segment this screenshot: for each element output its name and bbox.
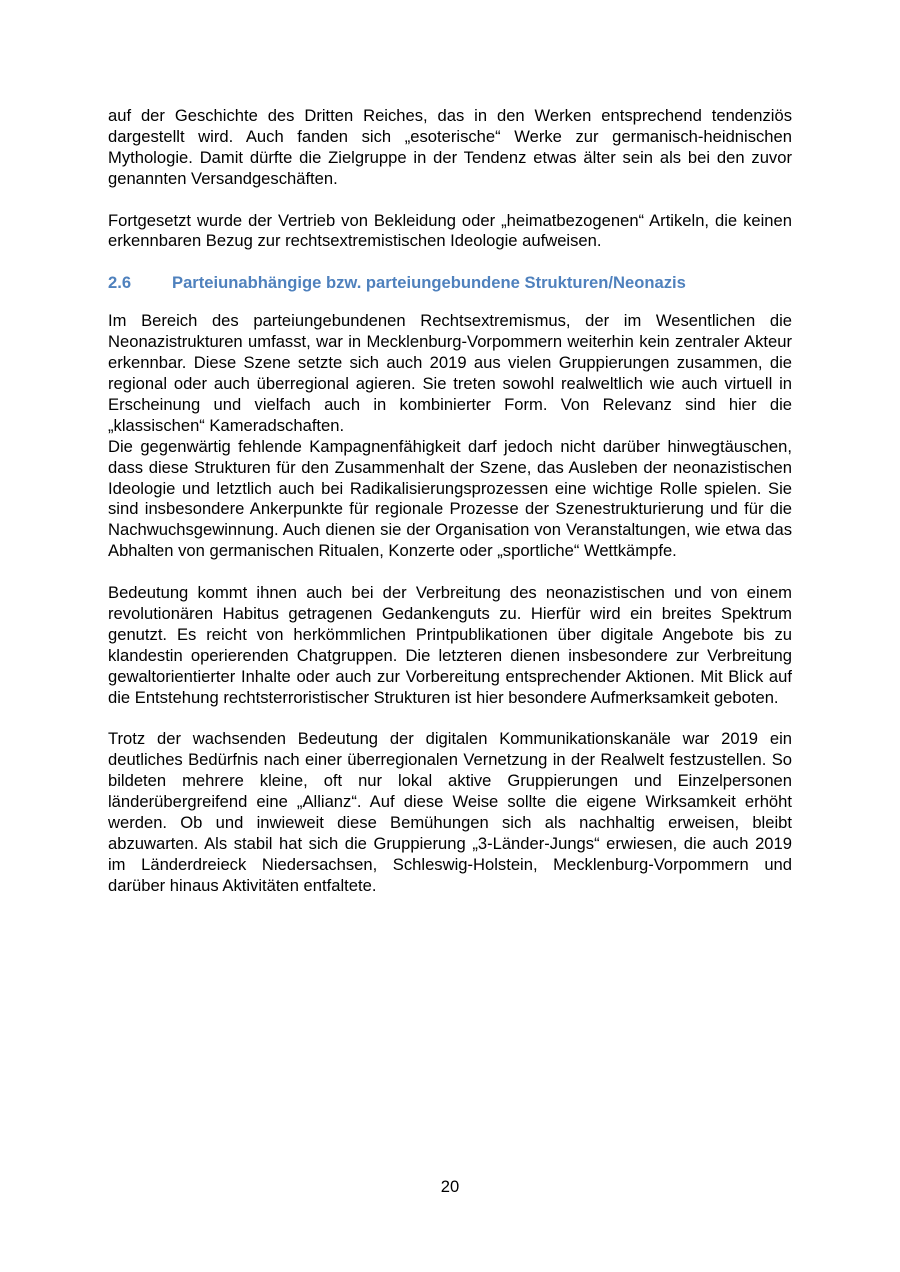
section-heading [108,272,792,293]
section-title: Parteiunabhängige bzw. parteiungebundene Strukturen/Neonazis [172,273,686,293]
page-number: 20 [440,1177,460,1196]
paragraph-dritten-reiches: auf der Geschichte des Dritten Reiches, das in den Werken entsprechend tendenziös dargestellt wird. Auch fanden sich „esoterische“ Werke zur germanisch-heidnischen Mythologie. Damit dürfte die Zielgruppe in der Tendenz etwas älter sein als bei den zuvor genannten Versandgeschäften. [108,106,792,188]
paragraph-bedeutung: Bedeutung kommt ihnen auch bei der Verbreitung des neonazistischen und von einem revolutionären Habitus getragenen Gedankenguts zu. Hierfür wird ein breites Spektrum genutzt. Es reicht von herkömmlichen Printpublikationen über digitale Angebote bis zu klandestin operierenden Chatgruppen. Die letzteren dienen insbesondere zur Verbreitung gewaltorientierter Inhalte oder auch zur Vorbereitung entsprechender Aktionen. Mit Blick auf die Entstehung rechtsterroristischer Strukturen ist hier besondere Aufmerksamkeit geboten. [108,583,792,707]
paragraph-kampagnenfaehigkeit: Die gegenwärtig fehlende Kampagnenfähigkeit darf jedoch nicht darüber hinwegtäuschen, dass diese Strukturen für den Zusammenhalt der Szene, das Ausleben der neonazistischen Ideologie und letztlich auch bei Radikalisierungsprozessen eine wichtige Rolle spielen. Sie sind insbesondere Ankerpunkte für regionale Prozesse der Szenestrukturierung und für die Nachwuchsgewinnung. Auch dienen sie der Organisation von Veranstaltungen, wie etwa das Abhalten von germanischen Ritualen, Konzerte oder „sportliche“ Wettkämpfe. [108,436,792,561]
paragraph-bekleidung: Fortgesetzt wurde der Vertrieb von Bekleidung oder „heimatbezogenen“ Artikeln, die keinen erkennbaren Bezug zur rechtsextremistischen Ideologie aufweisen. [108,210,792,251]
paragraph-vernetzung: Trotz der wachsenden Bedeutung der digitalen Kommunikationskanäle war 2019 ein deutliches Bedürfnis nach einer überregionalen Vernetzung in der Realwelt festzustellen. So bildeten mehrere kleine, oft nur lokal aktive Gruppierungen und Einzelpersonen länderübergreifend eine „Allianz“. Auf diese Weise sollte die eigene Wirksamkeit erhöht werden. Ob und inwieweit diese Bemühungen sich als nachhaltig erweisen, bleibt abzuwarten. Als stabil hat sich die Gruppierung „3-Länder-Jungs“ erwiesen, die auch 2019 im Länderdreieck Niedersachsen, Schleswig-Holstein, Mecklenburg-Vorpommern und darüber hinaus Aktivitäten entfaltete. [108,729,792,895]
paragraph-parteiungebunden: Im Bereich des parteiungebundenen Rechtsextremismus, der im Wesentlichen die Neonazistrukturen umfasst, war in Mecklenburg-Vorpommern weiterhin kein zentraler Akteur erkennbar. Diese Szene setzte sich auch 2019 aus vielen Gruppierungen zusammen, die regional oder auch überregional agieren. Sie treten sowohl realweltlich wie auch virtuell in Erscheinung und vielfach auch in kombinierter Form. Von Relevanz sind hier die „klassischen“ Kameradschaften. [108,311,792,435]
document-page [108,106,792,897]
section-number: 2.6 [108,273,132,293]
